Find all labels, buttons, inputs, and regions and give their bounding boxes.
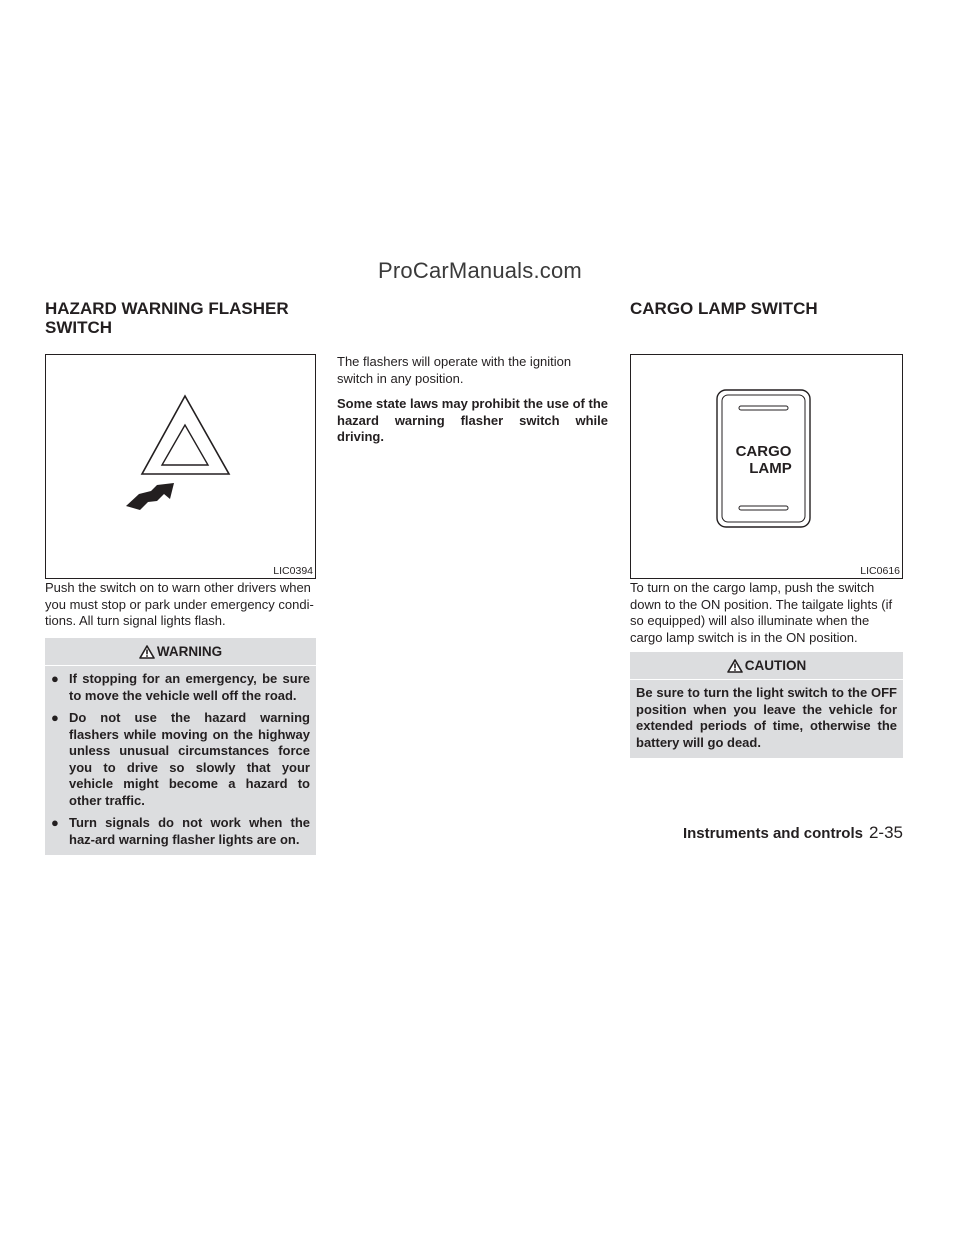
page-footer <box>630 823 903 843</box>
hazard-title-line2: SWITCH <box>45 318 113 337</box>
warning-header <box>45 638 316 666</box>
cargo-section-title: CARGO LAMP SWITCH <box>630 299 818 318</box>
push-arrow-icon <box>126 483 174 510</box>
warning-item-text: If stopping for an emergency, be sure to move the vehicle well off the road. <box>69 671 310 703</box>
warning-item <box>51 710 310 809</box>
cargo-intro-text: To turn on the cargo lamp, push the switch down to the ON position. The tailgate lights (if so equipped) will also illuminate when the cargo lamp switch is in the ON position. <box>630 580 893 645</box>
warning-item-text: Turn signals do not work when the haz-ard warning flasher lights are on. <box>69 815 310 847</box>
warning-item <box>51 815 310 848</box>
ignition-text: The flashers will operate with the ignition switch in any position. <box>337 354 572 386</box>
cargo-figure <box>630 354 903 579</box>
bullet-icon: ● <box>51 671 59 686</box>
bullet-icon: ● <box>51 815 59 830</box>
warning-item <box>51 671 310 704</box>
switch-label-line2: LAMP <box>749 460 792 477</box>
state-laws-text: Some state laws may prohibit the use of the hazard warning flasher switch while driving. <box>337 396 608 444</box>
hazard-figure-code: LIC0394 <box>273 565 313 577</box>
caution-box <box>630 652 903 758</box>
hazard-triangle-icon <box>46 355 315 578</box>
warning-label: WARNING <box>156 644 223 659</box>
hazard-intro-text: Push the switch on to warn other drivers when you must stop or park under emergency condi-tions. All turn signal lights flash. <box>45 580 314 628</box>
watermark: ProCarManuals.com <box>378 258 582 283</box>
bullet-icon: ● <box>51 710 59 725</box>
switch-label <box>717 443 810 477</box>
hazard-figure <box>45 354 316 579</box>
page-number: 2-35 <box>868 823 903 842</box>
hazard-section-title <box>45 299 345 337</box>
caution-label: CAUTION <box>744 658 807 673</box>
warning-item-text: Do not use the hazard warning flashers while moving on the highway unless unusual circumstances force you to drive so slowly that your vehicle might become a hazard to other traffic. <box>69 710 310 808</box>
caution-triangle-icon <box>727 659 743 673</box>
cargo-figure-code: LIC0616 <box>860 565 900 577</box>
warning-triangle-icon <box>139 645 155 659</box>
hazard-title-line1: HAZARD WARNING FLASHER <box>45 299 289 318</box>
switch-label-line1: CARGO <box>735 443 792 460</box>
caution-header <box>630 652 903 680</box>
warning-box <box>45 638 316 855</box>
footer-section-name: Instruments and controls <box>682 825 863 842</box>
caution-text: Be sure to turn the light switch to the OFF position when you leave the vehicle for extended periods of time, otherwise the battery will go dead. <box>636 685 897 750</box>
warning-list <box>45 666 316 855</box>
